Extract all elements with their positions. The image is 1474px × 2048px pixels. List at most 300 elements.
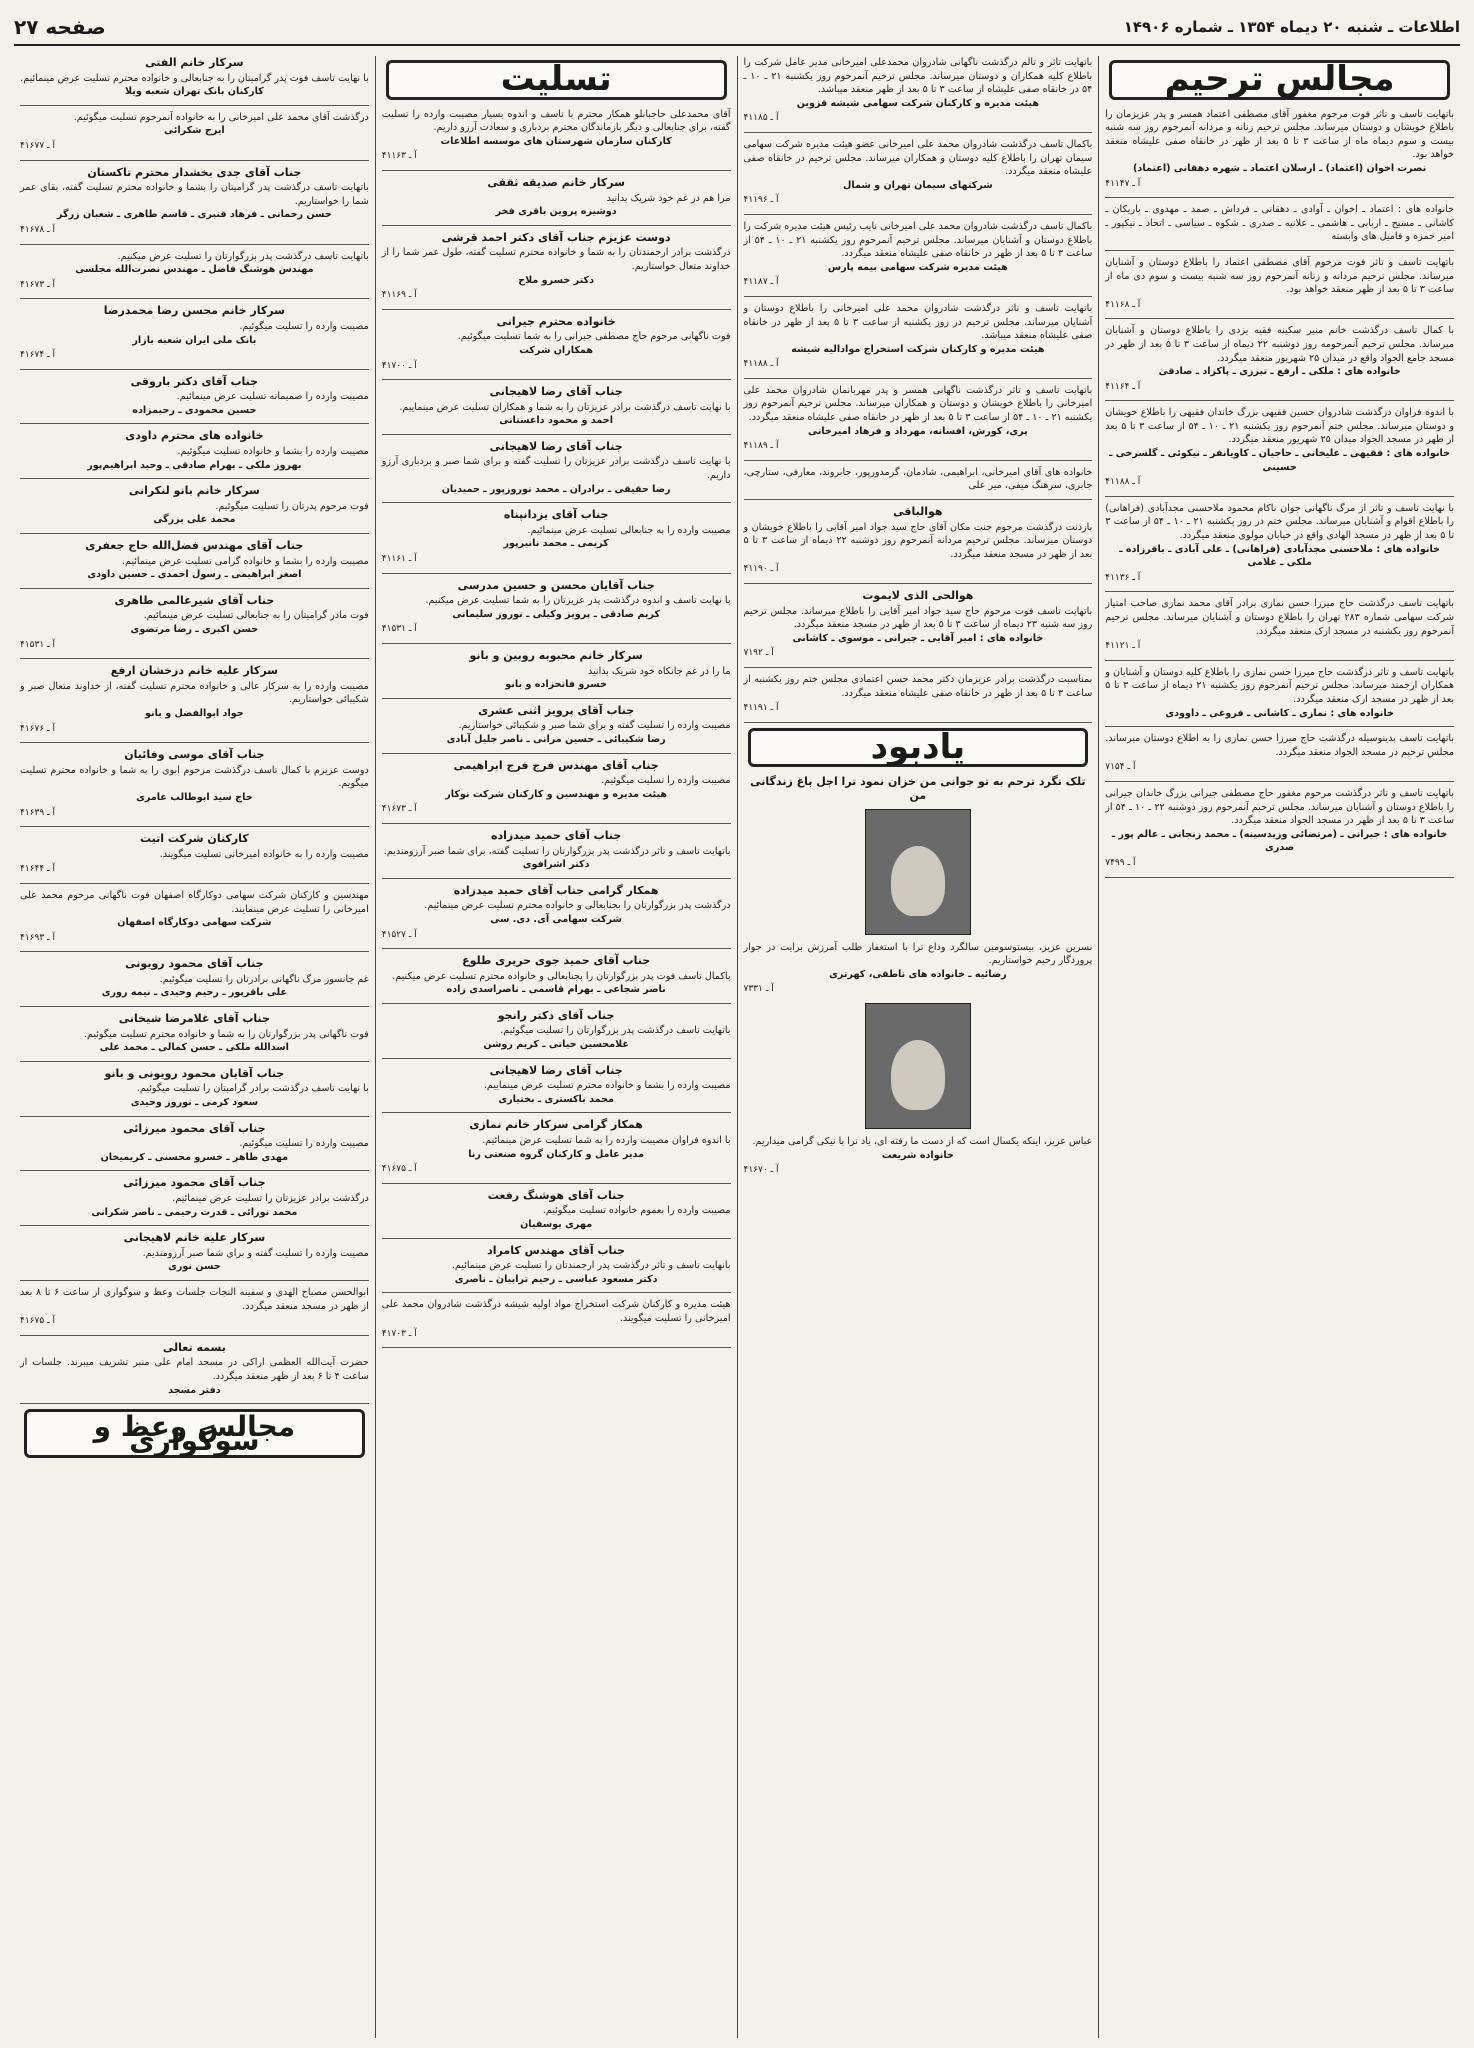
notice-body: با اندوه فراوان درگذشت شادروان حسین فقیهی بزرگ خاندان فقیهی را باطلاع خویشان و دوستان میرساند. مجلس ختم آنمرحوم روز یکشنبه ۲۱ ـ ۱۰ ـ ۵۴ از ساعت ۳ تا ۵ بعد از ظهر در مسجد الجواد میدان ۲۵ شهریور منعقد میگردد. — [1105, 407, 1454, 446]
notice-title: جناب آقای موسی وفائیان — [124, 748, 265, 762]
notice-code: آ ـ ۴۱۱۹۰ — [743, 564, 779, 575]
notice-code: آ ـ ۴۱۱۸۹ — [743, 441, 779, 452]
notice — [20, 1231, 369, 1274]
notice-body: مصیبت وارده را تسلیت گفته و برای شما صبر آرزومندیم. — [142, 1247, 369, 1259]
column-2 — [737, 56, 1099, 2038]
divider — [382, 1238, 731, 1239]
divider — [20, 105, 369, 106]
column-4 — [14, 56, 375, 2038]
notice-signature: مهدی طاهر ـ خسرو محسنی ـ کریمیخان — [100, 1151, 289, 1163]
divider — [20, 1170, 369, 1171]
notice-signature: همکاران شرکت — [519, 344, 593, 356]
divider — [1105, 781, 1454, 782]
notice-title: جناب آقای حمید جوی حریری طلوع — [462, 954, 651, 968]
notice-code: آ ـ ۴۱۶۴۴ — [20, 864, 56, 875]
page-number: صفحه ۲۷ — [14, 15, 106, 39]
notice-body: مصیبت وارده را تسلیت گفته و برای شما صبر و شکیبائی خواستاریم. — [458, 720, 731, 732]
notice-body: دوست عزیزم با کمال تاسف درگذشت مرحوم ابوی را به شما و خانواده محترم تسلیت میگویم. — [20, 764, 369, 790]
divider — [20, 1225, 369, 1226]
notice — [20, 832, 369, 877]
notice-signature: کارکنان سازمان شهرستان های موسسه اطلاعات — [440, 135, 672, 147]
divider — [382, 309, 731, 310]
notice-signature: مهری یوسفیان — [520, 1219, 593, 1230]
notice-signature: دوشیزه پروین باقری فخر — [495, 206, 617, 218]
divider — [382, 1183, 731, 1184]
divider — [1105, 726, 1454, 727]
notice — [382, 440, 731, 496]
notices-list — [1105, 108, 1454, 878]
divider — [382, 753, 731, 754]
notice — [20, 889, 369, 945]
notice — [20, 1067, 369, 1110]
notices-list — [744, 56, 1093, 723]
notice-body: حضرت آیت‌الله العظمی اراکی در مسجد امام علی منبر تشریف میبرند. جلسات از ساعت ۴ تا ۶ بعد از ظهر منعقد میگردد. — [20, 1357, 369, 1382]
notice — [382, 1064, 731, 1107]
notice-title: سرکار خانم محبوبه روبین و بانو — [469, 649, 643, 662]
yadbud-body-2: عباس عزیز، اینکه یکسال است که از دست ما رفته ای، یاد ترا با نیکی گرامی میداریم. — [752, 1135, 1093, 1147]
notice-signature: حسن رحمانی ـ فرهاد قنبری ـ قاسم طاهری ـ شعبان زرگر — [57, 209, 332, 221]
notice-code: آ ـ ۴۱۶۷۳ — [20, 279, 56, 290]
notice — [382, 829, 731, 872]
notice-title: جناب آقای یزدانپناه — [503, 508, 609, 522]
divider — [382, 1292, 731, 1293]
divider — [382, 502, 731, 503]
notice-code: آ ـ ۴۱۱۹۱ — [743, 703, 779, 714]
divider — [744, 296, 1093, 297]
notices-list — [20, 56, 369, 1404]
notice-body: مصیبت وارده را بشما و خانواده محترم تسلیت عرض مینماییم. — [483, 1080, 731, 1092]
notice-title: کارکنان شرکت اتیت — [140, 832, 249, 846]
face-shape — [891, 846, 945, 916]
notice-body: خانواده های : اعتماد ـ اخوان ـ آوادی ـ دهقانی ـ فرداش ـ صمد ـ مهدوی ـ باریکان ـ کاشانی ـ مسیح ـ اربابی ـ هاشمی ـ علانیه ـ صدری ـ شکوه ـ سیاسی ـ اتحاد ـ نیکپور ـ امیر حمزه و فامیل های وابسته — [1105, 204, 1454, 243]
notice-signature: هیئت مدیره و مهندسین و کارکنان شرکت نوکار — [445, 788, 668, 800]
notice-code: آ ـ ۴۱۶۷۸ — [20, 224, 56, 235]
notice-title: جناب آقای مهندس فرج فرج ابراهیمی — [453, 758, 659, 772]
column-3 — [375, 56, 737, 2038]
notice-body: باتهایت تاسف درگذشت حاج میرزا حسن نمازی برادر آقای محمد نمازی صاحب امتیاز شرکت سهامی شماره ۲۸۳ تهران را باطلاع دوستان و آشنایان میرساند. مجلس ترحیم آنمرحوم روز یکشنبه در مسجد ارک منعقد میگردد. — [1105, 598, 1455, 637]
divider — [20, 1116, 369, 1117]
notice — [20, 111, 369, 154]
notice-signature: کریم صادقی ـ پرویز وکیلی ـ نوروز سلیمانی — [452, 608, 661, 620]
notice-signature: خانواده های : امیر آقایی ـ جیرانی ـ موسوی ـ کاشانی — [792, 632, 1044, 644]
yadbud-intro — [744, 775, 1093, 802]
notice — [382, 508, 731, 566]
notice-code: آ ـ ۴۱۱۶۳ — [381, 151, 417, 162]
column-1 — [1098, 56, 1460, 2038]
notice-body: با نهایت تاسف فوت پدر گرامیتان را به جنابعالی و خانواده محترم تسلیت عرض مینمائیم. — [20, 72, 369, 84]
divider — [382, 434, 731, 435]
notice-signature: بهروز ملکی ـ بهرام صادقی ـ وحید ابراهیم‌پور — [87, 459, 302, 471]
notice — [744, 466, 1093, 493]
notice — [382, 649, 731, 692]
notice-signature: رضا شکیبائی ـ حسین مرانی ـ ناصر جلیل آبادی — [446, 733, 666, 745]
notice-signature: هیئت مدیره شرکت سهامی بیمه پارس — [827, 261, 1008, 273]
notice-title: هوالباقی — [893, 505, 943, 519]
portrait-photo — [865, 809, 971, 935]
notice — [382, 1118, 731, 1176]
notice-body: باتهایت تاسف و تاثر درگذشت ناگهانی همسر و پدر مهربانمان شادروان محمد علی امیرخانی را باطلاع خویشان و دوستان و همکاران میرساند. مجلس ترحیم آنمرحوم روز یکشنبه ۲۱ ـ ۱۰ ـ ۵۴ از ساعت ۳ تا ۵ بعد از ظهر در خانقاه صفی علیشاه منعقد میگردد. — [743, 384, 1093, 424]
notice-body: فوت ناگهانی پدر بزرگوارتان را به شما و خانواده محترم تسلیت میگوئیم. — [83, 1028, 369, 1040]
notice — [20, 664, 369, 736]
notice-signature: حسین محمودی ـ رحیمزاده — [132, 404, 257, 416]
notice-code: آ ـ ۴۱۱۸۸ — [743, 359, 779, 370]
divider — [20, 1280, 369, 1281]
notice-body: درگذشت پدر بزرگوارتان را بجنابعالی و خانواده محترم تسلیت عرض مینمائیم. — [424, 900, 731, 912]
notice-title: سرکار علیه خانم لاهیجانی — [123, 1231, 266, 1245]
divider — [1105, 318, 1454, 319]
notice-body: باتهایت تاسف و تاثر فوت مرحوم مغفور آقای مصطفی اعتماد همسر و پدر عزیزمان را باطلاع خویشان و دوستان میرساند. مجلس ترحیم زنانه و مردانه آنمرحوم روز سه شنبه بیست و سوم دیماه ماه از ساعت ۳ تا ۵ بعد از ظهر در خانقاه صفی علیشاه منعقد خواهد بود. — [1105, 108, 1454, 161]
divider — [20, 588, 369, 589]
divider — [382, 643, 731, 644]
divider — [744, 460, 1093, 461]
notice — [20, 484, 369, 527]
notice-title: دوست عزیزم جناب آقای دکتر احمد قرشی — [441, 230, 671, 244]
banner-taslit: تسلیت — [386, 60, 727, 100]
notice-signature: غلامحسین حیاتی ـ کریم روشن — [483, 1039, 629, 1051]
yadbud-notice-1 — [744, 941, 1093, 997]
notice-signature: بانک ملی ایران شعبه بازار — [132, 334, 257, 346]
columns — [14, 56, 1460, 2038]
banner-vaz: مجالس وعظ و سوگواری — [24, 1409, 365, 1458]
divider — [382, 1058, 731, 1059]
notice — [382, 315, 731, 373]
divider — [382, 225, 731, 226]
notice — [382, 579, 731, 637]
notice-code: آ ـ ۴۱۷۰۰ — [381, 360, 417, 371]
notice-signature: سعود کرمی ـ نوروز وحیدی — [130, 1097, 259, 1109]
notice-signature: شرکت سهامی دوکارگاه اصفهان — [117, 917, 272, 929]
divider — [20, 1403, 369, 1404]
notice-title: جناب آقای رضا لاهیجانی — [489, 439, 623, 453]
notice-body: آقای محمدعلی حاجبانلو همکار محترم با تاسف و اندوه بسیار مصیبت وارده را تسلیت گفته، برای جنابعالی و دیگر بازماندگان محترم بردباری و سعادت آرزو داریم. — [381, 108, 731, 134]
notice — [1105, 787, 1454, 871]
divider — [1105, 197, 1454, 198]
notice — [382, 1009, 731, 1052]
notice-signature: هیئت مدیره و کارکنان شرکت استخراج موادالیه شیشه — [791, 343, 1045, 355]
divider — [744, 667, 1093, 668]
notice — [20, 957, 369, 1000]
notice-title: بسمه تعالی — [162, 1340, 226, 1354]
yadbud-code-1: آ ـ ۷۳۳۱ — [743, 984, 774, 995]
notice-body: با اندوه فراوان مصیبت وارده را به شما تسلیت عرض مینمائیم. — [482, 1135, 731, 1147]
notice-body: باتهایت تاسف و تاثر درگذشت حاج میرزا حسن نمازی را باطلاع کلیه دوستان و آشنایان و همکاران ارجمند میرساند. مجلس ترحیم آنمرحوم روز یکشنبه ۲۱ دیماه از ساعت ۳ تا ۵ بعد از ظهر در مسجد ارک منعقد میگردد. — [1105, 666, 1454, 705]
notice-signature: ناصر شجاعی ـ بهرام قاسمی ـ ناصراسدی زاده — [446, 984, 666, 996]
notice-title: سرکار علیه خانم درخشان ارفع — [110, 664, 278, 678]
notice-signature: شرکتهای سیمان تهران و شمال — [843, 179, 993, 191]
notice-signature: ایرج شکرائی — [164, 125, 225, 137]
notice — [20, 166, 369, 238]
notice-body: مصیبت وارده را بعموم خانواده تسلیت میگوئیم. — [542, 1205, 731, 1217]
divider — [744, 214, 1093, 215]
notice-signature: پری، کورش، افسانه، مهرداد و فرهاد امیرخانی — [807, 425, 1028, 437]
notice-body: درگذشت برادر ارجمندتان را به شما و خانواده محترم تسلیت گفته، طول عمر شما را از خداوند متعال خواستاریم. — [381, 247, 731, 272]
notice — [382, 704, 731, 747]
notice — [20, 1122, 369, 1165]
issue-info: اطلاعات ـ شنبه ۲۰ دیماه ۱۳۵۴ ـ شماره ۱۴۹۰۶ — [1123, 18, 1460, 36]
divider — [382, 379, 731, 380]
divider — [1105, 877, 1454, 878]
notice-body: هیئت مدیره و کارکنان شرکت استخراج مواد اولیه شیشه درگذشت شادروان محمد علی امیرخانی را تسلیت میگویند. — [381, 1299, 731, 1324]
notice-signature: دکتر اشرافوی — [522, 859, 590, 871]
notice-title: سرکار خانم الفتی — [145, 56, 244, 69]
notices-list — [382, 108, 731, 1349]
notice-code: آ ـ ۴۱۱۳۶ — [1105, 572, 1141, 583]
notice-body: باتهایت تاسف فوت مرحوم حاج سید جواد امیر آقایی را باطلاع میرساند. مجلس ترحیم روز سه شنبه ۲۳ دیماه از ساعت ۳ تا ۵ بعد از ظهر در مسجد منعقد میگردد. — [743, 605, 1093, 631]
notice-body: ما را در غم جانکاه خود شریک بدانید — [587, 665, 731, 677]
divider — [20, 244, 369, 245]
notice — [382, 1244, 731, 1287]
notice-title: جناب آقایان محسن و حسین مدرسی — [457, 578, 655, 592]
yadbud-body-1: نسرین عزیز، بیستوسومین سالگرد وداع ترا با استغفار طلب آمرزش برایت در جوار پروردگار رحیم خواستاریم. — [743, 941, 1093, 967]
notice-body: باتهایت تاسف و تاثر درگذشت پدر بزرگوارتان را تسلیت گفته، برای شما صبر آرزومندیم. — [383, 845, 731, 857]
notice-body: با نهایت تاسف درگذشت برادر گرامیتان را تسلیت میگوئیم. — [136, 1083, 369, 1095]
notice — [744, 56, 1093, 126]
notice-code: آ ـ ۴۱۶۷۳ — [381, 804, 417, 815]
notice-signature: خانواده های : ملکی ـ ارفع ـ تبرزی ـ پاکزاد ـ صادقی — [1158, 366, 1401, 378]
notice-signature: کریمی ـ محمد نانیرپور — [503, 538, 609, 550]
yadbud-notice-2 — [744, 1135, 1093, 1178]
notice — [20, 1176, 369, 1219]
notice — [382, 1298, 731, 1341]
notice-body: مصیبت وارده را به سرکار عالی و خانواده محترم تسلیت گفته، از خداوند متعال صبر و شکیبائی خواستاریم. — [20, 680, 369, 706]
divider — [20, 423, 369, 424]
divider — [382, 948, 731, 949]
divider — [382, 1003, 731, 1004]
divider — [1105, 250, 1454, 251]
notice-body: مصیبت وارده را بشما و خانواده گرامی تسلیت عرض مینمائیم. — [121, 555, 369, 567]
notice-code: آ ـ ۴۱۱۶۹ — [381, 290, 417, 301]
notice-title: خانواده های محترم داودی — [125, 429, 264, 443]
notice-code: آ ـ ۴۱۶۳۹ — [20, 807, 56, 818]
notice-body: باتهایت تاسف و تاثر فوت مرحوم آقای مصطفی اعتماد را باطلاع دوستان و آشنایان میرساند. مجلس ترحیم مردانه و زنانه آنمرحوم روز سه شنبه بیست و سوم دی ماه از ساعت ۳ تا ۵ بعد از ظهر منعقد خواهد بود. — [1105, 256, 1454, 296]
notice-body: باتهایت تاسف درگذشت پدر بزرگوارتان را تسلیت عرض میکنیم. — [117, 250, 369, 262]
notice-title: سرکار خانم بانو لنکرانی — [128, 484, 260, 498]
divider — [20, 1335, 369, 1336]
notice-title: جناب آقای دکتر باروقی — [130, 374, 259, 388]
divider — [1105, 591, 1454, 592]
notice-title: جناب آقای پرویز اثنی عشری — [478, 703, 635, 717]
notice-code: آ ـ ۷۱۹۲ — [743, 648, 774, 659]
notice-signature: هیئت مدیره و کارکنان شرکت سهامی شیشه قزوین — [796, 97, 1039, 109]
notice — [20, 1286, 369, 1329]
yadbud-sig-2: خانواده شریعت — [881, 1149, 954, 1161]
notice — [20, 1341, 369, 1397]
notice-signature: مدیر عامل و کارکنان گروه صنعتی رنا — [468, 1148, 645, 1160]
notice-code: آ ـ ۴۱۱۸۷ — [743, 277, 779, 288]
notice-body: باتهایت تاثر و تالم درگذشت ناگهانی شادروان محمدعلی امیرخانی مدیر عامل شرکت را باطلاع کلیه همکاران و دوستان میرساند. مجلس ترحیم آنمرحوم روز یکشنبه ۲۱ ـ ۱۰ ـ ۵۴ در خانقاه صفی علیشاه از ساعت ۳ تا ۵ بعد از ظهر منعقد میباشد. — [743, 57, 1093, 96]
notice-title: جناب آقای رضا لاهیجانی — [489, 385, 623, 399]
notice-code: آ ـ ۴۱۷۰۳ — [381, 1328, 417, 1339]
yadbud-code-2: آ ـ ۴۱۶۷۰ — [743, 1165, 779, 1176]
notice-signature: محمد علی بزرگی — [153, 514, 236, 526]
notice-signature: کارکنان بانک تهران شعبه ویلا — [124, 86, 264, 98]
divider — [1105, 496, 1454, 497]
notice-body: درگذشت آقای محمد علی امیرخانی را به خانواده آنمرحوم تسلیت میگوئیم. — [73, 111, 369, 123]
notice — [382, 884, 731, 942]
notice-body: ابوالحسن مصباح الهدی و سفینه النجات جلسات وعظ و سوگواری از ساعت ۶ تا ۸ بعد از ظهر در مسجد منعقد میگردد. — [20, 1286, 369, 1312]
notice-body: مصیبت وارده را تسلیت میگوئیم. — [601, 775, 731, 787]
notice-body: مصیبت وارده را تسلیت میگوئیم. — [239, 1138, 369, 1150]
notice-signature: احمد و محمود داعستانی — [499, 415, 613, 427]
face-shape — [891, 1040, 945, 1110]
notice-body: فوت ناگهانی مرحوم حاج مصطفی جیرانی را به شما تسلیت میگوئیم. — [457, 331, 731, 343]
notice — [1105, 108, 1454, 192]
divider — [20, 1061, 369, 1062]
notice-body: با نهایت تاسف و اندوه درگذشت پدر عزیزتان را به شما تسلیت عرض میکنیم. — [425, 595, 731, 607]
divider — [744, 722, 1093, 723]
notice-body: خانواده های آقای امیرخانی، ابراهیمی، شادمان، گرمدورپور، جابروند، معارفی، ستارچی، جابری، سرهنگ میفی، میر علی — [743, 466, 1093, 492]
notice-code: آ ـ ۴۱۶۷۶ — [20, 723, 56, 734]
notice-body: باکمال تاسف فوت پدر بزرگوارتان را بجنابعالی و خانواده محترم تسلیت عرض میکنیم. — [392, 970, 731, 982]
notice — [20, 56, 369, 99]
notice-signature: اسدالله ملکی ـ حسن کمالی ـ محمد علی — [99, 1042, 289, 1054]
notice — [382, 231, 731, 303]
divider — [20, 369, 369, 370]
notice-body: مصیبت وارده را بشما و خانواده تسلیت میگوئیم. — [177, 446, 369, 458]
notice-code: آ ـ ۴۱۵۳۱ — [381, 624, 417, 635]
notice — [382, 176, 731, 219]
notice-title: جناب آقای دکتر رانجو — [497, 1008, 615, 1022]
page-header — [14, 10, 1460, 46]
notice-title: جناب آقای رضا لاهیجانی — [489, 1063, 623, 1077]
divider — [744, 499, 1093, 500]
notice — [382, 954, 731, 997]
notice — [20, 539, 369, 582]
notice-title: سرکار خانم صدیقه ثقفی — [487, 175, 625, 189]
notice-signature: علی باقرپور ـ رحیم وحیدی ـ نیمه روری — [101, 987, 288, 999]
notice-body: باتهایت تاسف و تاثر درگذشت شادروان محمد علی امیرخانی را باطلاع دوستان و آشنایان میرساند. مجلس ترحیم در روز یکشنبه از ساعت ۳ تا ۵ بعد از ظهر در خانقاه صفی علیشاه منعقد میباشد. — [743, 302, 1093, 342]
notice-body: غم جانسوز مرگ ناگهانی برادرتان را تسلیت میگوئیم. — [159, 973, 369, 985]
notice — [382, 1189, 731, 1232]
notice-signature: رضا حقیقی ـ برادران ـ محمد نوروزپور ـ حمیدیان — [441, 483, 671, 495]
notice-body: باکمال تاسف درگذشت شادروان محمد علی امیرخانی عضو هیئت مدیره شرکت سهامی سیمان تهران را باطلاع کلیه دوستان و همکاران میرساند. مجلس ترحیم در خانقاه صفی علیشاه منعقد میگردد. — [743, 138, 1093, 178]
notice-title: جناب آقای غلامرضا شیخانی — [118, 1012, 270, 1026]
divider — [382, 170, 731, 171]
notice-title: جناب آقای محمود میرزائی — [123, 1121, 266, 1135]
notice-body: باتهایت تاسف و تاثر درگذشت مرحوم مغفور حاج مصطفی جیرانی بزرگ خاندان جیرانی را باطلاع دوستان و آشنایان میرساند. مجلس ترحیم آنمرحوم روز دوشنبه ۲۲ ـ ۱۰ ـ ۵۴ از ساعت ۳ تا ۵ بعد از ظهر در مسجد الجواد منعقد میگردد. — [1105, 787, 1454, 827]
notice-body: مهندسین و کارکنان شرکت سهامی دوکارگاه اصفهان فوت ناگهانی مرحوم محمد علی امیرخانی را تسلیت عرض مینمایند. — [20, 889, 369, 915]
notice-signature: دکتر مسعود عباسی ـ رحیم ترابیان ـ ناصری — [454, 1273, 658, 1285]
divider — [20, 298, 369, 299]
notice-signature: دکتر خسرو ملاح — [518, 274, 595, 286]
notice-body: با کمال تاسف درگذشت خانم منیر سکینه فقیه یزدی را باطلاع دوستان و آشنایان میرساند. مجلس ترحیم آنمرحومه روز دوشنبه ۲۲ دیماه از ساعت ۳ تا ۵ بعد از ظهر در مسجد جامع الجواد واقع در میدان ۲۵ شهریور منعقد میگردد. — [1105, 325, 1455, 364]
notice-title: جناب آقای شیرعالمی طاهری — [114, 593, 275, 607]
notice-signature: مهندس هوشنگ فاضل ـ مهندس نصرت‌الله مجلسی — [75, 264, 314, 276]
notice — [1105, 324, 1454, 394]
divider — [20, 533, 369, 534]
notice-code: آ ـ ۴۱۶۹۳ — [20, 932, 56, 943]
notice — [20, 594, 369, 652]
notice-code: آ ـ ۷۴۹۹ — [1105, 857, 1136, 868]
notice-title: هوالحی الذی لایموت — [862, 589, 974, 602]
notice-title: جناب آقای محمود میرزائی — [123, 1176, 266, 1190]
notice-signature: محمد نورائی ـ قدرت رحیمی ـ ناصر شکرانی — [91, 1206, 298, 1218]
notice — [744, 302, 1093, 372]
divider — [744, 378, 1093, 379]
divider — [744, 132, 1093, 133]
divider — [382, 823, 731, 824]
notice-body: مصیبت وارده را به جنابعالی تسلیت عرض مینمائیم. — [527, 524, 731, 536]
notice-code: آ ـ ۴۱۶۷۷ — [20, 140, 56, 151]
notice-title: جناب آقای مهندس کامراد — [487, 1243, 626, 1257]
notice-signature: اصغر ابراهیمی ـ رسول احمدی ـ حسین داودی — [87, 569, 302, 581]
notice-signature: خانواده های : فقیهی ـ علیخانی ـ حاجیان ـ کاویانفر ـ نیکوئی ـ گلسرخی ـ حسینی — [1109, 448, 1451, 473]
divider — [382, 1347, 731, 1348]
notice — [1105, 256, 1454, 312]
notice-body: مصیبت وارده را تسلیت میگوئیم. — [239, 320, 369, 332]
notice-code: آ ـ ۴۱۱۲۱ — [1105, 641, 1141, 652]
notice-body: با نهایت تاسف و تاثر از مرگ ناگهانی جوان ناکام محمود ملاحسنی مجدآبادی (فراهانی) را باطلاع اقوام و آشنایان میرساند. مجلس ختم در روز یکشنبه ۲۱ ـ ۱۰ ـ ۵۴ از ساعت ۳ تا ۵ بعد از ظهر در مسجد الهادی واقع در خیابان مولوی منعقد میگردد. — [1105, 502, 1454, 542]
notice — [744, 505, 1093, 577]
divider — [382, 878, 731, 879]
notice-title: جناب آقای هوشنگ رفعت — [487, 1188, 625, 1202]
divider — [382, 573, 731, 574]
notice-signature: نصرت اخوان (اعتماد) ـ ارسلان اعتماد ـ شهره دهقانی (اعتماد) — [1133, 162, 1427, 174]
notice — [20, 1012, 369, 1055]
yadbud-poem: تلک نگرد ترحم به تو جوانی من خزان نمود ترا اجل باغ زندگانی من — [750, 775, 1086, 802]
notice — [744, 220, 1093, 290]
notice-signature: خانواده های : نمازی ـ کاشانی ـ فروغی ـ داوودی — [1165, 707, 1394, 719]
notice-signature: خسرو فاتحزاده و بانو — [505, 679, 607, 691]
notice-body: باتهایت تاسف بدینوسیله درگذشت حاج میرزا حسن نمازی را به اطلاع دوستان میرساند. مجلس ترحیم در مسجد الجواد منعقد میگردد. — [1105, 733, 1454, 758]
notice-code: آ ـ ۴۱۵۳۱ — [20, 639, 56, 650]
notice-body: باکمال تاسف درگذشت شادروان محمد علی امیرخانی نایب رئیس هیئت مدیره شرکت را باطلاع دوستان و آشنایان میرساند. مجلس ترحیم آنمرحوم روز یکشنبه ۲۱ ـ ۱۰ ـ ۵۴ از ساعت ۳ تا ۵ بعد از ظهر در خانقاه صفی علیشاه منعقد میگردد. — [743, 220, 1093, 260]
notice-body: مصیبت وارده را صمیمانه تسلیت عرض مینمائیم. — [176, 391, 369, 403]
notice — [744, 589, 1093, 661]
divider — [20, 826, 369, 827]
divider — [20, 160, 369, 161]
notice-signature: محمد باکستری ـ بختیاری — [498, 1093, 614, 1105]
banner-yadbud: یادبود — [748, 728, 1089, 768]
notice-title: جناب آقای مهندس فضل‌الله حاج جعفری — [85, 539, 304, 553]
notice-body: بمناسبت درگذشت برادر عزیزمان دکتر محمد حسن اعتمادی مجلس ختم روز یکشنبه از ساعت ۳ تا ۵ بعد از ظهر در خانقاه صفی علیشاه منعقد میگردد. — [743, 673, 1093, 699]
notice-code: آ ـ ۴۱۱۸۵ — [743, 113, 779, 124]
notice-title: همکار گرامی جناب آقای حمید میدزاده — [453, 883, 659, 897]
notice-signature: حسن نوری — [168, 1261, 221, 1273]
notice-title: جناب آقای محمود رویونی — [125, 957, 264, 971]
divider — [20, 883, 369, 884]
divider — [20, 478, 369, 479]
notice — [20, 748, 369, 820]
notice — [1105, 502, 1454, 586]
divider — [1105, 660, 1454, 661]
notice — [1105, 732, 1454, 775]
notice-signature: خانواده های : ملاحسنی مجدآبادی (فراهانی) ـ علی آبادی ـ باقرزاده ـ ملکی ـ غلامی — [1119, 543, 1440, 569]
notice-body: باتهایت تاسف درگذشت پدر گرامیتان را بشما و خانواده محترم تسلیت گفته، بقای عمر شما را خواستاریم. — [20, 182, 369, 207]
notice-body: فوت مرحوم پدرتان را تسلیت میگوئیم. — [215, 500, 369, 512]
notice-body: بازدنت درگذشت مرحوم جنت مکان آقای حاج سید جواد امیر آقایی را باطلاع خویشان و دوستان میرساند. مجلس ترحیم مردانه آنمرحوم روز دوشنبه ۲۲ دیماه از ساعت ۳ تا ۵ بعد از ظهر در مسجد منعقد میگردد. — [743, 521, 1093, 560]
notice-code: آ ـ ۴۱۱۸۸ — [1105, 477, 1141, 488]
notice-body: فوت مادر گرامیتان را به جنابعالی تسلیت عرض مینمائیم. — [143, 610, 369, 622]
notice — [20, 375, 369, 418]
notice-signature: جواد ابوالفضل و بانو — [145, 707, 244, 719]
notice — [1105, 203, 1454, 244]
notice-body: با نهایت تاسف درگذشت برادر عزیزتان را تسلیت گفته و برای شما صبر و بردباری آرزو داریم. — [381, 456, 731, 482]
divider — [744, 583, 1093, 584]
banner-majales-tarhim: مجالس ترحیم — [1109, 60, 1450, 100]
notice — [744, 138, 1093, 208]
notice-title: جناب آقایان محمود رویونی و بانو — [104, 1066, 285, 1080]
divider — [20, 658, 369, 659]
notice-body: باتهایت تاسف درگذشت پدر بزرگوارتان را تسلیت میگوئیم. — [500, 1025, 731, 1037]
notice-body: بانهایت تاسف و تاثر درگذشت پدر ارجمندتان را تسلیت عرض مینمائیم. — [451, 1260, 731, 1272]
divider — [382, 1112, 731, 1113]
notice-signature: دفتر مسجد — [168, 1384, 221, 1396]
notice-code: آ ـ ۴۱۶۷۵ — [20, 1316, 56, 1327]
notice — [20, 304, 369, 362]
notice-title: جناب آقای حمید میدزاده — [490, 828, 622, 842]
notice-code: آ ـ ۷۱۵۴ — [1105, 762, 1136, 773]
